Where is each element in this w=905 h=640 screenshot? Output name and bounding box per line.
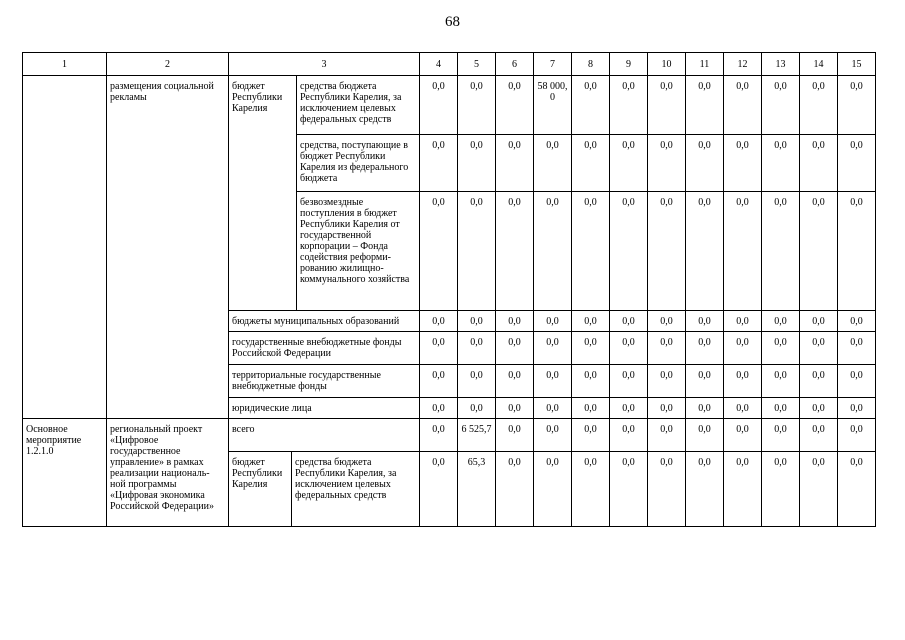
source-cell: безвозмездные поступления в бюджет Республики Карелия от государственной корпорации – Фонда содействия реформи-рованию жилищно-коммунального хозяйства — [297, 192, 420, 311]
value-cell: 0,0 — [800, 398, 838, 419]
source-cell: территориальные государственные внебюджетные фонды — [229, 365, 420, 398]
value-cell: 0,0 — [610, 452, 648, 527]
value-cell: 0,0 — [610, 365, 648, 398]
header-cell: 5 — [458, 53, 496, 76]
value-cell: 0,0 — [496, 192, 534, 311]
value-cell: 0,0 — [686, 192, 724, 311]
value-cell: 0,0 — [838, 135, 876, 192]
value-cell: 0,0 — [724, 398, 762, 419]
value-cell: 0,0 — [458, 332, 496, 365]
value-cell: 0,0 — [838, 311, 876, 332]
value-cell: 0,0 — [648, 135, 686, 192]
value-cell: 0,0 — [572, 311, 610, 332]
value-cell: 0,0 — [800, 311, 838, 332]
value-cell: 0,0 — [572, 452, 610, 527]
value-cell: 0,0 — [800, 452, 838, 527]
table-row — [23, 419, 876, 452]
value-cell: 0,0 — [762, 76, 800, 135]
value-cell: 0,0 — [420, 398, 458, 419]
value-cell: 0,0 — [610, 419, 648, 452]
value-cell: 0,0 — [724, 452, 762, 527]
value-cell: 0,0 — [458, 76, 496, 135]
value-cell: 0,0 — [838, 452, 876, 527]
value-cell: 0,0 — [648, 452, 686, 527]
page-number: 68 — [445, 14, 460, 30]
source-cell: средства бюджета Республики Карелия, за исключением целевых федеральных средств — [295, 457, 397, 501]
value-cell: 0,0 — [420, 419, 458, 452]
value-cell: 0,0 — [648, 332, 686, 365]
value-cell: 0,0 — [420, 192, 458, 311]
value-cell: 0,0 — [800, 76, 838, 135]
value-cell: 0,0 — [762, 332, 800, 365]
header-cell: 3 — [229, 53, 420, 76]
value-cell: 0,0 — [724, 135, 762, 192]
value-cell: 0,0 — [686, 311, 724, 332]
value-cell: 0,0 — [534, 135, 572, 192]
value-cell: 0,0 — [496, 365, 534, 398]
value-cell: 0,0 — [610, 135, 648, 192]
value-cell: 0,0 — [534, 192, 572, 311]
value-cell: 0,0 — [534, 452, 572, 527]
value-cell: 0,0 — [496, 332, 534, 365]
value-cell: 0,0 — [496, 311, 534, 332]
source-cell: средства бюджета Республики Карелия, за исключением целевых федеральных средств — [297, 76, 420, 135]
value-cell: 0,0 — [534, 419, 572, 452]
activity-cell: размещения социальной рекламы — [107, 76, 229, 419]
value-cell: 0,0 — [838, 419, 876, 452]
header-cell: 15 — [838, 53, 876, 76]
header-cell: 9 — [610, 53, 648, 76]
value-cell: 0,0 — [420, 365, 458, 398]
value-cell: 0,0 — [838, 365, 876, 398]
value-cell: 0,0 — [420, 332, 458, 365]
measure-cell — [23, 76, 107, 419]
table-row — [23, 76, 876, 135]
value-cell: 0,0 — [458, 135, 496, 192]
value-cell: 0,0 — [724, 365, 762, 398]
value-cell: 0,0 — [762, 311, 800, 332]
source-cell: бюджеты муниципальных образований — [229, 311, 420, 332]
value-cell: 0,0 — [420, 76, 458, 135]
header-cell: 4 — [420, 53, 458, 76]
budget-table — [22, 52, 876, 527]
activity-cell: региональный проект «Цифровое государственное управление» в рамках реализации националь-ной программы «Цифровая экономика Российской Федерации» — [107, 419, 229, 527]
budget-source-cell — [229, 452, 420, 527]
value-cell: 0,0 — [838, 398, 876, 419]
value-cell: 58 000,0 — [534, 76, 572, 135]
value-cell: 0,0 — [724, 419, 762, 452]
value-cell: 6 525,7 — [458, 419, 496, 452]
value-cell: 0,0 — [724, 192, 762, 311]
value-cell: 0,0 — [458, 192, 496, 311]
value-cell: 0,0 — [800, 365, 838, 398]
value-cell: 0,0 — [534, 365, 572, 398]
value-cell: 0,0 — [762, 365, 800, 398]
value-cell: 0,0 — [496, 452, 534, 527]
value-cell: 0,0 — [686, 398, 724, 419]
value-cell: 0,0 — [686, 332, 724, 365]
value-cell: 0,0 — [458, 398, 496, 419]
value-cell: 0,0 — [686, 419, 724, 452]
header-cell: 10 — [648, 53, 686, 76]
value-cell: 0,0 — [800, 419, 838, 452]
header-cell: 8 — [572, 53, 610, 76]
value-cell: 0,0 — [838, 192, 876, 311]
value-cell: 0,0 — [610, 332, 648, 365]
header-cell: 12 — [724, 53, 762, 76]
value-cell: 0,0 — [800, 135, 838, 192]
value-cell: 0,0 — [762, 398, 800, 419]
value-cell: 0,0 — [534, 311, 572, 332]
value-cell: 0,0 — [800, 192, 838, 311]
value-cell: 0,0 — [800, 332, 838, 365]
value-cell: 0,0 — [420, 311, 458, 332]
value-cell: 0,0 — [534, 398, 572, 419]
value-cell: 0,0 — [572, 365, 610, 398]
budget-cell: бюджет Республики Карелия — [229, 76, 297, 311]
header-cell: 13 — [762, 53, 800, 76]
value-cell: 0,0 — [572, 76, 610, 135]
value-cell: 0,0 — [724, 76, 762, 135]
value-cell: 0,0 — [534, 332, 572, 365]
value-cell: 0,0 — [610, 398, 648, 419]
header-cell: 2 — [107, 53, 229, 76]
value-cell: 0,0 — [572, 135, 610, 192]
value-cell: 0,0 — [496, 419, 534, 452]
value-cell: 0,0 — [458, 365, 496, 398]
value-cell: 0,0 — [648, 419, 686, 452]
value-cell: 0,0 — [572, 192, 610, 311]
value-cell: 0,0 — [762, 192, 800, 311]
value-cell: 0,0 — [724, 311, 762, 332]
value-cell: 0,0 — [610, 192, 648, 311]
budget-cell: бюджет Республики Карелия — [229, 452, 292, 526]
value-cell: 0,0 — [458, 311, 496, 332]
value-cell: 0,0 — [572, 332, 610, 365]
header-cell: 6 — [496, 53, 534, 76]
value-cell: 0,0 — [496, 135, 534, 192]
value-cell: 0,0 — [762, 135, 800, 192]
value-cell: 0,0 — [420, 135, 458, 192]
header-cell: 14 — [800, 53, 838, 76]
source-cell: средства, поступающие в бюджет Республики Карелия из федерального бюджета — [297, 135, 420, 192]
measure-cell: Основное мероприятие 1.2.1.0 — [23, 419, 107, 527]
value-cell: 0,0 — [572, 419, 610, 452]
value-cell: 0,0 — [838, 76, 876, 135]
source-cell: юридические лица — [229, 398, 420, 419]
value-cell: 0,0 — [762, 452, 800, 527]
value-cell: 0,0 — [686, 135, 724, 192]
header-cell: 7 — [534, 53, 572, 76]
value-cell: 0,0 — [648, 192, 686, 311]
value-cell: 0,0 — [686, 365, 724, 398]
value-cell: 0,0 — [648, 365, 686, 398]
value-cell: 0,0 — [648, 76, 686, 135]
value-cell: 0,0 — [838, 332, 876, 365]
value-cell: 0,0 — [724, 332, 762, 365]
value-cell: 0,0 — [496, 76, 534, 135]
value-cell: 0,0 — [648, 311, 686, 332]
header-row — [23, 53, 876, 76]
value-cell: 0,0 — [610, 311, 648, 332]
value-cell: 0,0 — [572, 398, 610, 419]
value-cell: 0,0 — [686, 76, 724, 135]
value-cell: 0,0 — [762, 419, 800, 452]
value-cell: 0,0 — [496, 398, 534, 419]
header-cell: 1 — [23, 53, 107, 76]
value-cell: 0,0 — [420, 452, 458, 527]
value-cell: 0,0 — [648, 398, 686, 419]
source-cell: всего — [229, 419, 420, 452]
value-cell: 65,3 — [458, 452, 496, 527]
header-cell: 11 — [686, 53, 724, 76]
source-cell: государственные внебюджетные фонды Российской Федерации — [229, 332, 420, 365]
value-cell: 0,0 — [686, 452, 724, 527]
value-cell: 0,0 — [610, 76, 648, 135]
